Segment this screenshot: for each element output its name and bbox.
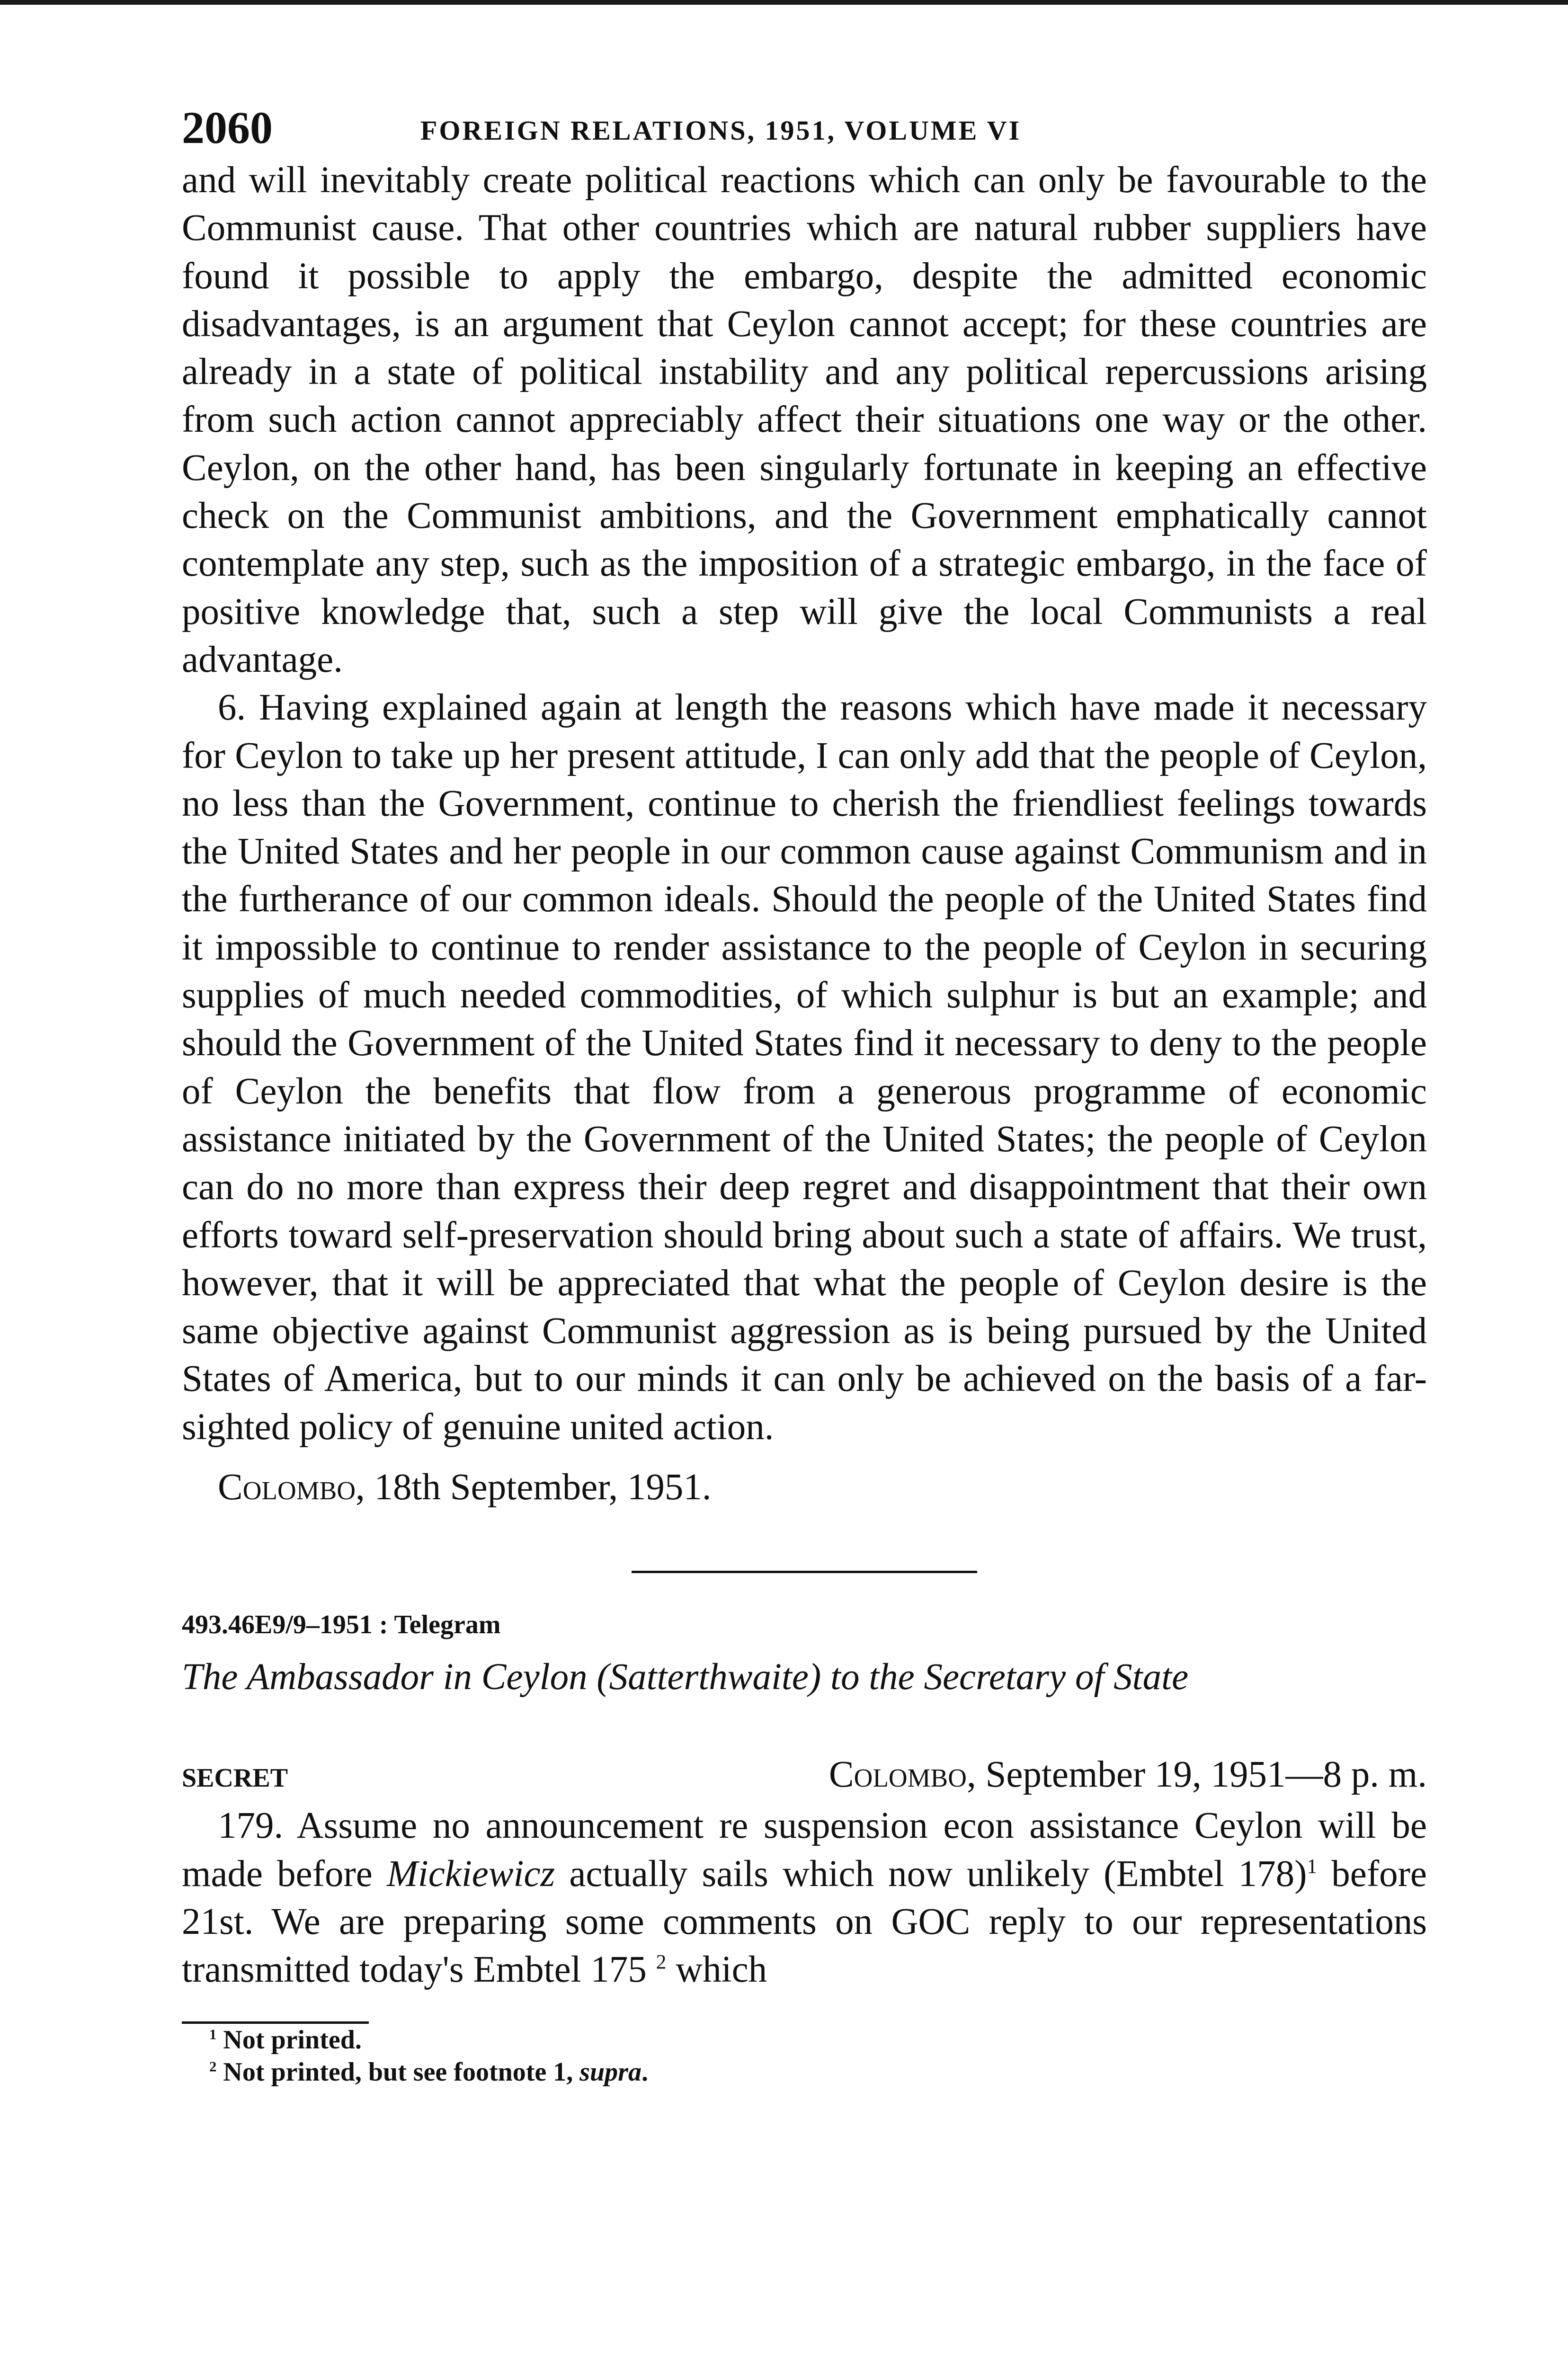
footnote-end: .	[641, 2057, 648, 2087]
footnote-ref-2: 2	[656, 1950, 667, 1974]
footnote-2	[209, 2056, 1427, 2088]
page-header	[182, 99, 1427, 156]
document-file-reference: 493.46E9/9–1951 : Telegram	[182, 1610, 501, 1640]
paragraph-6: 6. Having explained again at length the reasons which have made it necessary for Ceylon to take up her present attitude, I can only add that the people of Ceylon, no less than the Government, continue to cherish the friendliest feelings towards the United States and her people in our common cause against Communism and in the furtherance of our common ideals. Should the people of the United States find it impossible to continue to render assistance to the people of Ceylon in securing supplies of much needed commodities, of which sulphur is but an example; and should the Government of the United States find it necessary to deny to the people of Ceylon the benefits that flow from a generous programme of economic assistance initiated by the Government of the United States; the people of Ceylon can do no more than express their deep regret and disappointment that their own efforts toward self-preservation should bring about such a state of affairs. We trust, however, that it will be appreciated that what the people of Ceylon desire is the same objective against Communist aggression as is being pursued by the United States of America, but to our minds it can only be achieved on the basis of a far-sighted policy of genuine united action.	[182, 687, 1427, 1448]
page-number: 2060	[182, 102, 273, 153]
footnote-text: Not printed.	[216, 2025, 362, 2055]
classification-label: SECRET	[182, 1763, 288, 1793]
footnote-ref-1: 1	[1307, 1855, 1318, 1878]
telegram-text-3: before 21st. We are preparing some comments on GOC reply to our representations transmitted today's Embtel 175	[182, 1853, 1427, 1991]
telegram-text-2: actually sails which now unlikely (Embtel 178)	[555, 1853, 1307, 1895]
document-title: The Ambassador in Ceylon (Satterthwaite) to the Secretary of State	[182, 1656, 1189, 1698]
document-page	[182, 99, 1427, 2088]
document-dateline	[829, 1751, 1427, 1798]
telegram-text-1: 179. Assume no announcement re suspension econ assistance Ceylon will be made before	[182, 1805, 1427, 1895]
footnote-marker: 2	[209, 2058, 217, 2074]
closing-date: , 18th September, 1951.	[356, 1467, 712, 1508]
footnote-emphasis: supra	[579, 2057, 641, 2087]
footnote-1	[209, 2024, 1427, 2056]
ship-name: Mickiewicz	[386, 1853, 555, 1895]
dateline-date: , September 19, 1951—8 p. m.	[966, 1754, 1427, 1796]
telegram-text-4: which	[666, 1949, 767, 1991]
footnote-marker: 1	[209, 2026, 217, 2042]
page-top-edge	[0, 0, 1568, 5]
telegram-body	[182, 1802, 1427, 1993]
paragraph-continued: and will inevitably create political reactions which can only be favourable to the Communist cause. That other countries which are natural rubber suppliers have found it possible to apply the embargo, despite the admitted economic disadvantages, is an argument that Ceylon cannot accept; for these countries are already in a state of political instability and any political repercussions arising from such action cannot appreciably affect their situations one way or the other. Ceylon, on the other hand, has been singularly fortunate in keeping an effective check on the Communist ambitions, and the Government emphatically cannot contemplate any step, such as the imposition of a strategic embargo, in the face of positive knowledge that, such a step will give the local Communists a real advantage.	[182, 160, 1427, 680]
closing-place: Colombo	[218, 1467, 356, 1508]
closing-date-line	[182, 1463, 1427, 1511]
document-meta-row	[182, 1751, 1427, 1802]
running-title: FOREIGN RELATIONS, 1951, VOLUME VI	[420, 115, 1022, 146]
section-separator	[632, 1571, 977, 1573]
footnote-text: Not printed, but see footnote 1,	[216, 2057, 580, 2087]
dateline-place: Colombo	[829, 1754, 967, 1796]
